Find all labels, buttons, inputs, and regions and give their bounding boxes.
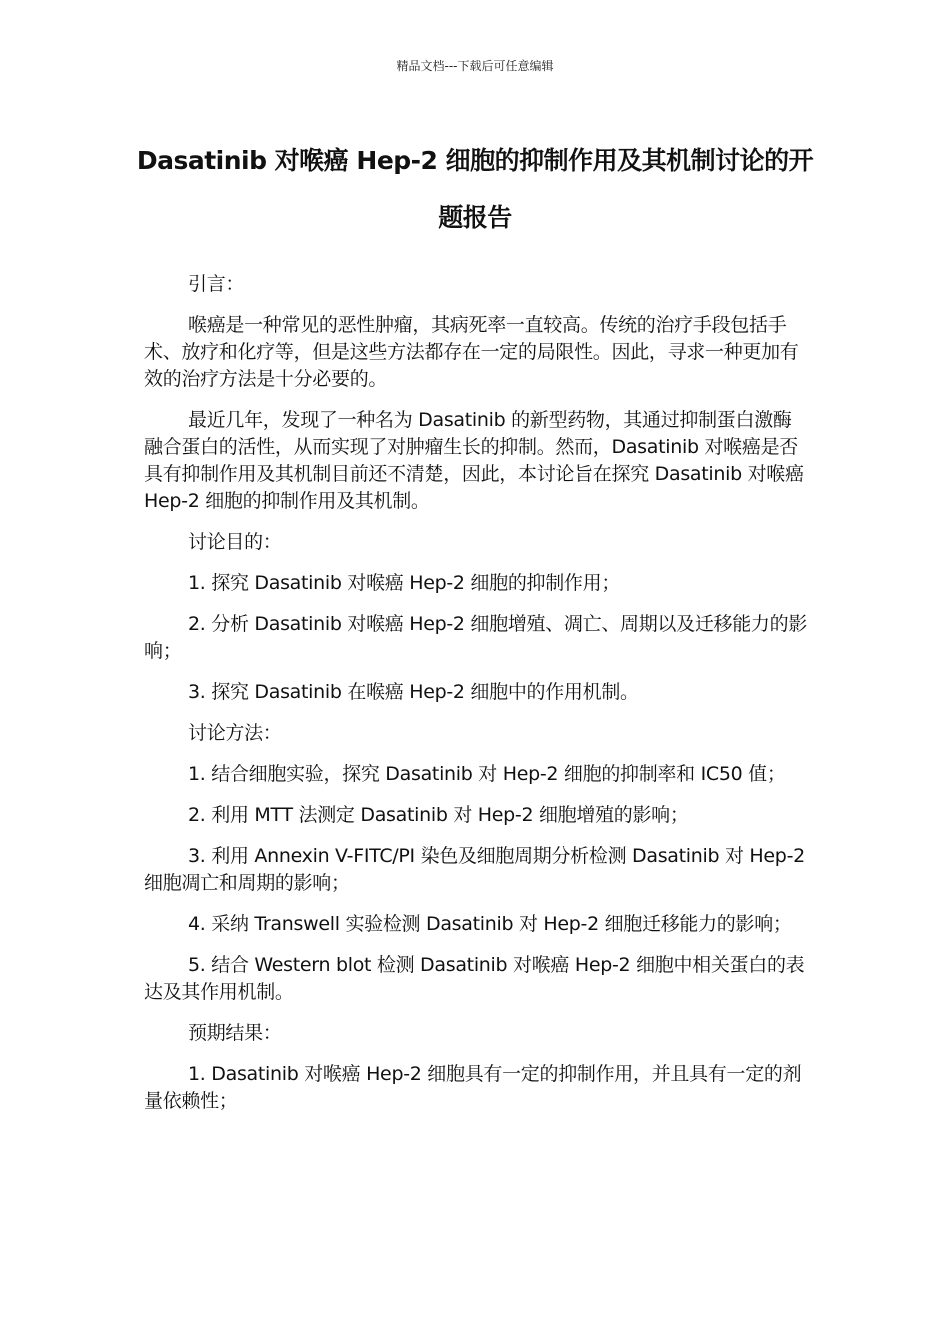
document-body [144, 271, 808, 1129]
paragraph-methods-heading: 讨论方法： [188, 722, 282, 744]
paragraph-intro-heading: 引言： [188, 273, 245, 295]
paragraph-method-3: 3. 利用 Annexin V-FITC/PI 染色及细胞周期分析检测 Dasatinib 对 Hep-2 细胞凋亡和周期的影响； [144, 845, 805, 894]
paragraph-objective-2: 2. 分析 Dasatinib 对喉癌 Hep-2 细胞增殖、凋亡、周期以及迁移能力的影响； [144, 613, 808, 662]
paragraph-objectives-heading: 讨论目的： [188, 531, 282, 553]
paragraph-method-4: 4. 采纳 Transwell 实验检测 Dasatinib 对 Hep-2 细胞迁移能力的影响； [188, 913, 792, 935]
paragraph-objective-3: 3. 探究 Dasatinib 在喉癌 Hep-2 细胞中的作用机制。 [188, 681, 639, 703]
page-header: 精品文档---下载后可任意编辑 [396, 59, 554, 73]
document-title: Dasatinib 对喉癌 Hep-2 细胞的抑制作用及其机制讨论的开题报告 [136, 146, 814, 232]
paragraph-intro-2: 最近几年，发现了一种名为 Dasatinib 的新型药物，其通过抑制蛋白激酶融合蛋白的活性，从而实现了对肿瘤生长的抑制。然而，Dasatinib 对喉癌是否具有抑制作用及其机制目前还不清楚，因此，本讨论旨在探究 Dasatinib 对喉癌 Hep-2 细胞的抑制作用及其机制。 [144, 409, 804, 512]
paragraph-method-1: 1. 结合细胞实验，探究 Dasatinib 对 Hep-2 细胞的抑制率和 IC50 值； [188, 763, 786, 785]
paragraph-method-5: 5. 结合 Western blot 检测 Dasatinib 对喉癌 Hep-2 细胞中相关蛋白的表达及其作用机制。 [144, 954, 805, 1003]
paragraph-result-1: 1. Dasatinib 对喉癌 Hep-2 细胞具有一定的抑制作用，并且具有一定的剂量依赖性； [144, 1063, 802, 1112]
paragraph-results-heading: 预期结果： [188, 1022, 282, 1044]
paragraph-objective-1: 1. 探究 Dasatinib 对喉癌 Hep-2 细胞的抑制作用； [188, 572, 621, 594]
paragraph-intro-1: 喉癌是一种常见的恶性肿瘤，其病死率一直较高。传统的治疗手段包括手术、放疗和化疗等，但是这些方法都存在一定的局限性。因此，寻求一种更加有效的治疗方法是十分必要的。 [144, 314, 799, 390]
paragraph-method-2: 2. 利用 MTT 法测定 Dasatinib 对 Hep-2 细胞增殖的影响； [188, 804, 689, 826]
